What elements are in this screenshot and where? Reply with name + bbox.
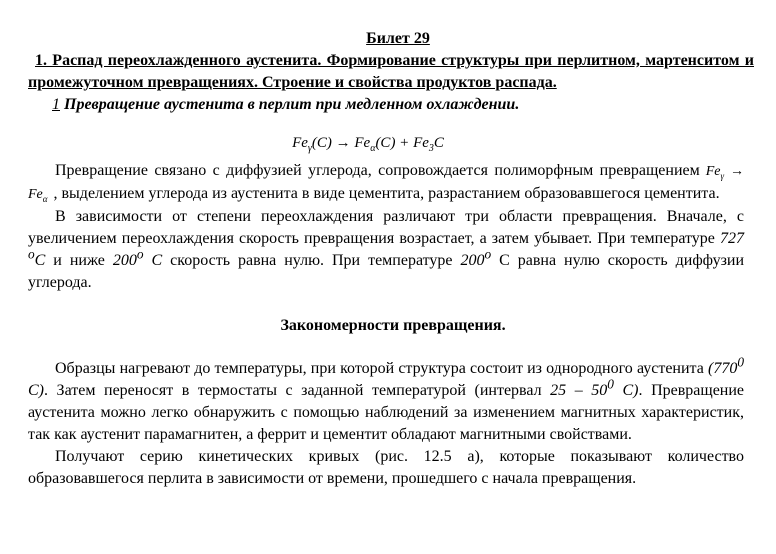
formula-sub-alpha: α <box>370 143 376 154</box>
paragraph-3-text-1: Образцы нагревают до температуры, при которой структура состоит из однородного аустенита <box>55 360 708 377</box>
formula-part1: (C) → <box>311 135 355 151</box>
formula-part2: (C) + <box>375 135 414 151</box>
temp-200-a-unit: С <box>143 252 163 269</box>
temp-200-a-degree: о <box>136 246 144 262</box>
inline-sub-gamma: γ <box>720 170 725 181</box>
temp-770-value: (770 <box>708 360 738 377</box>
subtitle-number: 1 <box>52 96 60 113</box>
question-title <box>28 50 758 94</box>
temp-770-end: С) <box>28 382 44 399</box>
temp-interval-degree: 0 <box>607 376 614 392</box>
paragraph-2-text-2: и ниже <box>45 252 113 269</box>
temp-727-value: 727 <box>720 230 744 247</box>
inline-fe-gamma: Fe <box>705 164 721 179</box>
main-formula <box>28 132 758 154</box>
paragraph-2-text-1: В зависимости от степени переохлаждения различают три области превращения. Вначале, с увеличением переохлаждения скорость превращения возрастает, а затем убывает. При температуре <box>28 208 744 247</box>
temp-interval <box>550 376 639 399</box>
formula-sub-3: 3 <box>428 143 434 154</box>
paragraph-1 <box>28 160 758 206</box>
temp-727-degree: о <box>28 246 35 262</box>
temp-770-degree: 0 <box>737 354 744 370</box>
formula-fe-alpha: Fe <box>354 135 371 151</box>
formula-part3: C <box>433 135 444 151</box>
inline-sub-alpha: α <box>42 193 48 204</box>
temp-727-unit: С <box>34 252 46 269</box>
formula-fe3: Fe <box>413 135 429 151</box>
paragraph-3-text-3: . Превращение аустенита можно легко обнаружить с помощью наблюдений за изменением магнитных характеристик, так как аустенит парамагнитен, а феррит и цементит обладают магнитными свойствами. <box>28 382 745 443</box>
temp-200-b-value: 200 <box>460 252 485 269</box>
temp-interval-end: С) <box>613 382 639 399</box>
paragraph-2-text-4: С равна нулю скорость диффузии углерода. <box>28 252 745 291</box>
paragraph-1-after: , выделением углерода из аустенита в виде цементита, разрастанием образовавшегося цементита. <box>53 185 720 202</box>
section-heading: Закономерности превращения. <box>280 317 506 334</box>
paragraph-2 <box>28 206 758 294</box>
inline-fe-alpha: Fe <box>28 187 43 202</box>
formula-sub-gamma: γ <box>307 143 312 154</box>
temp-interval-value: 25 – 50 <box>550 382 608 399</box>
paragraph-3-text-2: . Затем переносят в термостаты с заданной температурой (интервал <box>44 382 551 399</box>
paragraph-3 <box>28 354 758 446</box>
question-title-text: 1. Распад переохлажденного аустенита. Формирование структуры при перлитном, мартенситом и промежуточном превращениях. Строение и свойства продуктов распада. <box>28 52 754 91</box>
formula-fe-gamma: Fe <box>292 135 308 151</box>
subtitle <box>28 94 758 116</box>
paragraph-4: Получают серию кинетических кривых (рис. 12.5 а), которые показывают количество образовавшегося перлита в зависимости от времени, прошедшего с начала превращения. <box>28 448 744 487</box>
paragraph-2-text-3: скорость равна нулю. При температуре <box>162 252 461 269</box>
paragraph-1-before: Превращение связано с диффузией углерода, сопровождается полиморфным превращением <box>55 162 700 179</box>
temp-200-b-degree: о <box>484 246 492 262</box>
inline-arrow: → <box>724 164 745 179</box>
ticket-title: Билет 29 <box>366 30 430 47</box>
temp-200-a-value: 200 <box>112 252 137 269</box>
subtitle-text: Превращение аустенита в перлит при медленном охлаждении. <box>60 96 520 113</box>
temp-200-a <box>112 246 163 269</box>
temp-200-b <box>460 246 492 269</box>
